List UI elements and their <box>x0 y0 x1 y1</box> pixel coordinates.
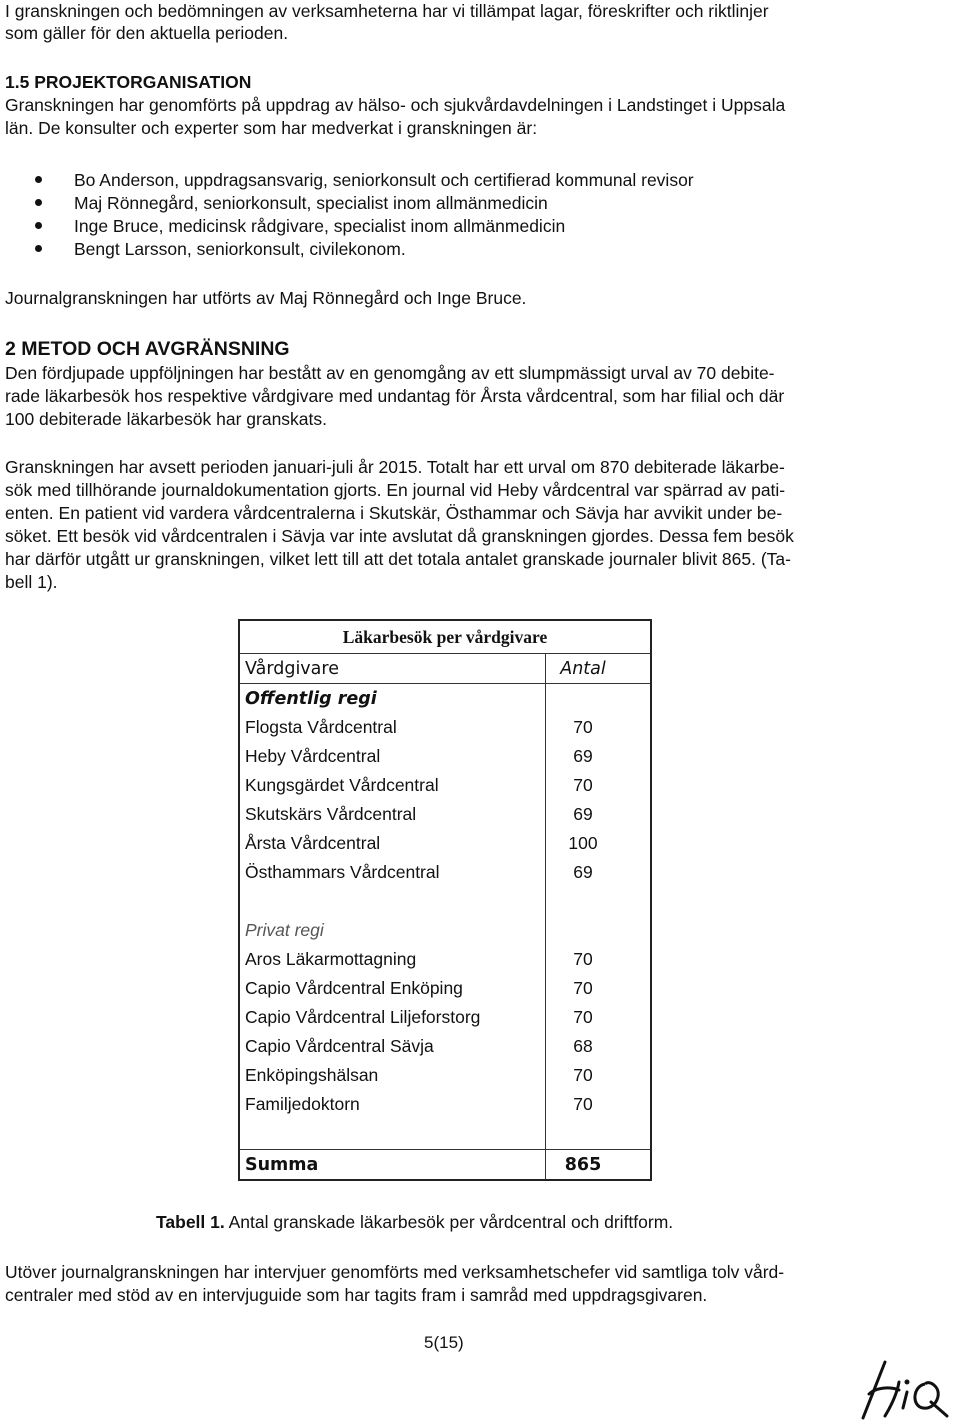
provider-name: Skutskärs Vårdcentral <box>239 800 546 829</box>
intro-line-1: I granskningen och bedömningen av verksamheterna har vi tillämpat lagar, föreskrifter och riktlinjer <box>5 1 769 21</box>
visit-count: 70 <box>573 1007 593 1027</box>
list-item: Bengt Larsson, seniorkonsult, civilekonom. <box>74 239 406 259</box>
provider-name: Capio Vårdcentral Enköping <box>239 974 546 1003</box>
table-group-header <box>239 684 651 714</box>
visit-count: 69 <box>573 804 593 824</box>
caption-label: Tabell 1. <box>156 1212 225 1232</box>
table-row <box>239 945 651 974</box>
visit-count: 69 <box>573 746 593 766</box>
section-2-p2-line: söket. Ett besök vid vårdcentralen i Sävja var inte avslutat då granskningen gjordes. Dessa fem besök <box>5 526 794 546</box>
provider-name: Aros Läkarmottagning <box>239 945 546 974</box>
sum-value: 865 <box>546 1150 652 1181</box>
hiq-logo-icon <box>855 1360 955 1420</box>
section-1-5-line-1: Granskningen har genomförts på uppdrag av hälso- och sjukvårdavdelningen i Landstinget i Uppsala <box>5 95 786 115</box>
table-title: Läkarbesök per vårdgivare <box>239 620 651 654</box>
visit-count: 70 <box>573 949 593 969</box>
visit-count: 100 <box>568 833 598 853</box>
bullet-icon <box>35 176 42 183</box>
table-row <box>239 742 651 771</box>
section-2-p2-line: bell 1). <box>5 572 58 592</box>
column-header-count: Antal <box>546 654 652 684</box>
provider-name: Heby Vårdcentral <box>239 742 546 771</box>
section-2-p1-line: 100 debiterade läkarbesök har granskats. <box>5 409 328 429</box>
visit-count: 70 <box>573 978 593 998</box>
outro-line-1: Utöver journalgranskningen har intervjuer genomförts med verksamhetschefer vid samtliga tolv vård- <box>5 1262 785 1282</box>
visit-count: 70 <box>573 1094 593 1114</box>
provider-name: Capio Vårdcentral Sävja <box>239 1032 546 1061</box>
provider-name: Familjedoktorn <box>239 1090 546 1119</box>
public-group-label: Offentlig regi <box>239 684 546 714</box>
private-group-label: Privat regi <box>239 916 546 945</box>
table-spacer-row <box>239 1119 651 1150</box>
section-heading-2: 2 METOD OCH AVGRÄNSNING <box>5 338 290 360</box>
visit-count: 70 <box>573 775 593 795</box>
bullet-icon <box>35 222 42 229</box>
provider-name: Östhammars Vårdcentral <box>239 858 546 887</box>
table-row <box>239 713 651 742</box>
table-row <box>239 800 651 829</box>
provider-name: Årsta Vårdcentral <box>239 829 546 858</box>
section-2-p1-line: rade läkarbesök hos respektive vårdgivare med undantag för Årsta vårdcentral, som har filial och där <box>5 386 785 406</box>
section-1-5-line-2: län. De konsulter och experter som har medverkat i granskningen är: <box>5 118 538 138</box>
table-row <box>239 771 651 800</box>
provider-name: Enköpingshälsan <box>239 1061 546 1090</box>
column-header-provider: Vårdgivare <box>239 654 546 684</box>
provider-name: Capio Vårdcentral Liljeforstorg <box>239 1003 546 1032</box>
table-row <box>239 974 651 1003</box>
intro-line-2: som gäller för den aktuella perioden. <box>5 23 289 43</box>
provider-name: Kungsgärdet Vårdcentral <box>239 771 546 800</box>
table-row <box>239 1061 651 1090</box>
table-group-header <box>239 916 651 945</box>
table-row <box>239 829 651 858</box>
bullet-icon <box>35 245 42 252</box>
visit-count: 70 <box>573 717 593 737</box>
table-row <box>239 1003 651 1032</box>
caption-text: Antal granskade läkarbesök per vårdcentral och driftform. <box>224 1212 674 1232</box>
visits-table <box>238 619 652 1181</box>
journal-review-note: Journalgranskningen har utförts av Maj Rönnegård och Inge Bruce. <box>5 288 527 308</box>
hiq-logo <box>855 1360 955 1425</box>
table-row <box>239 858 651 887</box>
table-row <box>239 1032 651 1061</box>
section-2-p2-line: sök med tillhörande journaldokumentation gjorts. En journal vid Heby vårdcentral var spärrad av pati- <box>5 480 786 500</box>
table-caption <box>156 1212 673 1233</box>
visit-count: 69 <box>573 862 593 882</box>
page-number: 5(15) <box>424 1333 464 1352</box>
visit-count: 68 <box>573 1036 593 1056</box>
section-2-p1-line: Den fördjupade uppföljningen har bestått av en genomgång av ett slumpmässigt urval av 70 debite- <box>5 363 775 383</box>
bullet-icon <box>35 199 42 206</box>
list-item: Bo Anderson, uppdragsansvarig, seniorkonsult och certifierad kommunal revisor <box>74 170 694 190</box>
list-item: Maj Rönnegård, seniorkonsult, specialist inom allmänmedicin <box>74 193 548 213</box>
section-2-p2-line: har därför utgått ur granskningen, vilket lett till att det totala antalet granskade journaler blivit 865. (Ta- <box>5 549 791 569</box>
table-header-row <box>239 654 651 684</box>
section-heading-1-5: 1.5 PROJEKTORGANISATION <box>5 72 252 92</box>
sum-label: Summa <box>239 1150 546 1181</box>
provider-name: Flogsta Vårdcentral <box>239 713 546 742</box>
table-spacer-row <box>239 887 651 916</box>
table-row <box>239 1090 651 1119</box>
section-2-p2-line: Granskningen har avsett perioden januari-juli år 2015. Totalt har ett urval om 870 debiterade läkarbe- <box>5 457 785 477</box>
visit-count: 70 <box>573 1065 593 1085</box>
table-sum-row <box>239 1150 651 1181</box>
list-item: Inge Bruce, medicinsk rådgivare, specialist inom allmänmedicin <box>74 216 566 236</box>
outro-line-2: centraler med stöd av en intervjuguide som har tagits fram i samråd med uppdragsgivaren. <box>5 1285 708 1305</box>
section-2-p2-line: enten. En patient vid vardera vårdcentralerna i Skutskär, Östhammar och Sävja har avvikit under be- <box>5 503 783 523</box>
